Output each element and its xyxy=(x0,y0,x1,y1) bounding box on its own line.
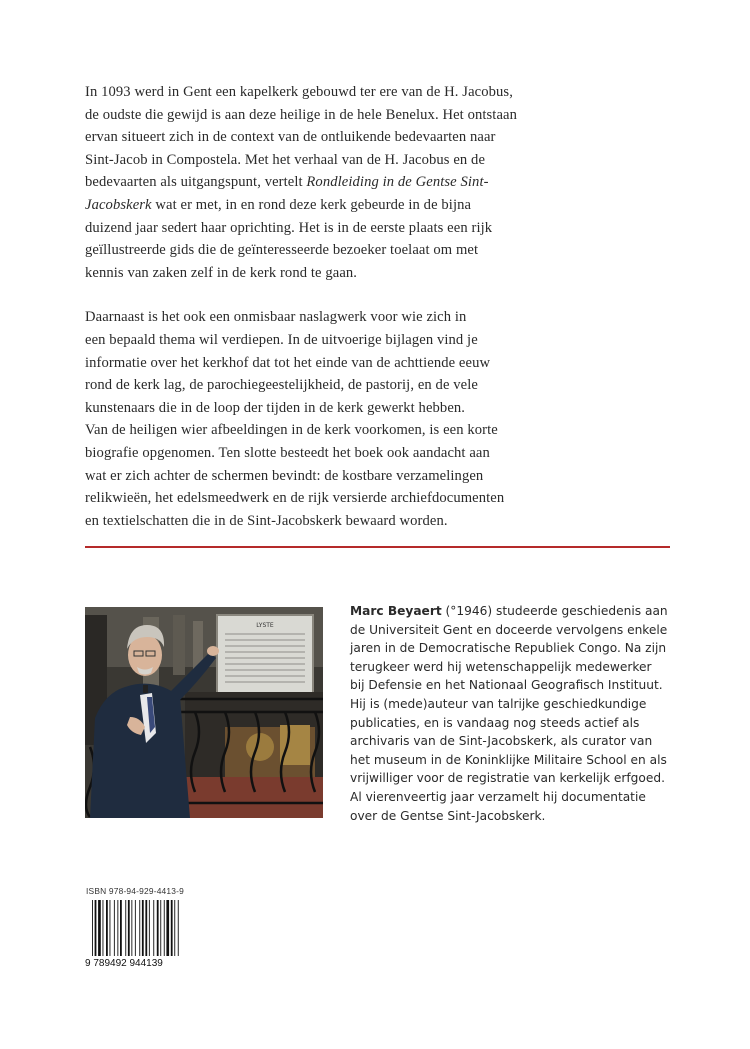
barcode-bar xyxy=(145,900,147,956)
bio-line: jaren in de Democratische Republiek Congo. Na zijn xyxy=(350,641,667,656)
barcode-bar xyxy=(120,900,122,956)
blurb-line: kennis van zaken zelf in de kerk rond te gaan. xyxy=(85,264,358,281)
blurb-line: informatie over het kerkhof dat tot het einde van de achttiende eeuw xyxy=(85,354,491,371)
isbn-barcode xyxy=(84,898,190,968)
barcode-digits: 9 789492 944139 xyxy=(85,958,163,968)
bio-line: archivaris van de Sint-Jacobskerk, als curator van xyxy=(350,734,653,749)
bio-line: bij Defensie en het Nationaal Geografisch Instituut. xyxy=(350,678,663,693)
bio-first-line: Marc Beyaert (°1946) studeerde geschiedenis aan xyxy=(350,604,668,618)
bio-line: publicaties, en is vandaag nog steeds actief als xyxy=(350,715,640,730)
blurb-line: Sint-Jacob in Compostela. Met het verhaal van de H. Jacobus en de xyxy=(85,151,486,168)
blurb-line: Daarnaast is het ook een onmisbaar naslagwerk voor wie zich in xyxy=(85,309,467,326)
barcode-bar xyxy=(178,900,179,956)
blurb-line: ervan situeert zich in de context van de ontluikende bedevaarten naar xyxy=(85,129,496,146)
barcode-bar xyxy=(149,900,150,956)
barcode-bar xyxy=(125,900,126,956)
blurb-line: biografie opgenomen. Ten slotte besteedt het boek ook aandacht aan xyxy=(85,444,490,461)
barcode-bar xyxy=(142,900,144,956)
bio-line: vrijwilliger voor de registratie van kerkelijk erfgoed. xyxy=(350,771,665,786)
blurb-paragraph-2 xyxy=(85,306,535,532)
bio-line: het museum in de Koninklijke Militaire School en als xyxy=(350,752,667,767)
back-cover-blurb xyxy=(85,81,535,532)
blurb-line: bedevaarten als uitgangspunt, vertelt Rondleiding in de Gentse Sint- xyxy=(85,174,489,191)
barcode-bar xyxy=(117,900,118,956)
barcode-bar xyxy=(98,900,101,956)
author-biography xyxy=(350,602,690,825)
barcode-bar xyxy=(95,900,97,956)
blurb-line: Van de heiligen wier afbeeldingen in de kerk voorkomen, is een korte xyxy=(85,422,498,439)
barcode-bar xyxy=(160,900,161,956)
barcode-bar xyxy=(103,900,104,956)
bio-line: Hij is (mede)auteur van talrijke geschiedkundige xyxy=(350,696,647,711)
barcode-bar xyxy=(106,900,108,956)
bio-line: terugkeer werd hij wetenschappelijk medewerker xyxy=(350,659,652,674)
barcode-bar xyxy=(153,900,154,956)
barcode-bar xyxy=(92,900,93,956)
plaque-title: LYSTE xyxy=(256,622,274,629)
bio-line: de Universiteit Gent en doceerde vervolgens enkele xyxy=(350,622,668,637)
barcode-bar xyxy=(157,900,159,956)
divider-rule xyxy=(85,546,670,548)
barcode-bar xyxy=(171,900,173,956)
barcode-bar xyxy=(166,900,169,956)
barcode-bar xyxy=(164,900,165,956)
barcode-bar xyxy=(110,900,111,956)
blurb-line: Jacobskerk wat er met, in en rond deze kerk gebeurde in de bijna xyxy=(85,196,472,213)
blurb-line: In 1093 werd in Gent een kapelkerk gebouwd ter ere van de H. Jacobus, xyxy=(85,84,513,100)
barcode-bar xyxy=(174,900,175,956)
isbn-label: ISBN 978-94-929-4413-9 xyxy=(86,886,184,896)
barcode-bar xyxy=(131,900,132,956)
blurb-line: de oudste die gewijd is aan deze heilige in de hele Benelux. Het ontstaan xyxy=(85,106,518,123)
bio-lines xyxy=(350,621,690,826)
blurb-line: een bepaald thema wil verdiepen. In de uitvoerige bijlagen vind je xyxy=(85,331,478,348)
blurb-line: wat er zich achter de schermen bevindt: de kostbare verzamelingen xyxy=(85,467,484,484)
blurb-line: geïllustreerde gids die de geïnteresseerde bezoeker toelaat om met xyxy=(85,242,479,259)
author-photo xyxy=(85,607,323,818)
blurb-line: rond de kerk lag, de parochiegeestelijkheid, de pastorij, en de vele xyxy=(85,377,478,394)
barcode-bar xyxy=(114,900,115,956)
blurb-paragraph-1 xyxy=(85,81,535,284)
bio-line: Al vierenveertig jaar verzamelt hij documentatie xyxy=(350,789,646,804)
bio-line: over de Gentse Sint-Jacobskerk. xyxy=(350,808,546,823)
barcode-bar xyxy=(139,900,140,956)
blurb-line: relikwieën, het edelsmeedwerk en de rijk versierde archiefdocumenten xyxy=(85,490,505,507)
blurb-line: duizend jaar sedert haar oprichting. Het is in de eerste plaats een rijk xyxy=(85,219,493,236)
author-name: Marc Beyaert xyxy=(350,604,442,618)
barcode-bar xyxy=(135,900,136,956)
barcode-bar xyxy=(128,900,130,956)
blurb-line: en textielschatten die in de Sint-Jacobskerk bewaard worden. xyxy=(85,512,448,529)
blurb-line: kunstenaars die in de loop der tijden in de kerk gewerkt hebben. xyxy=(85,399,466,416)
